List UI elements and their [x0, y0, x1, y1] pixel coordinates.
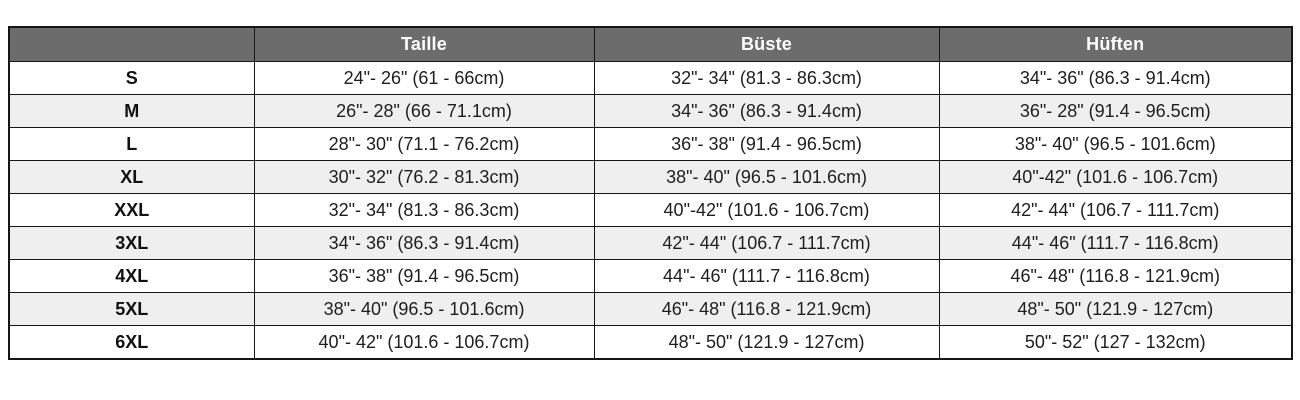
taille-value: 28"- 30" (71.1 - 76.2cm) — [254, 128, 594, 161]
header-bueste: Büste — [594, 27, 939, 62]
table-row — [9, 161, 1292, 194]
table-row — [9, 293, 1292, 326]
hueften-value: 44"- 46" (111.7 - 116.8cm) — [939, 227, 1292, 260]
size-chart-table — [8, 26, 1293, 360]
hueften-value: 48"- 50" (121.9 - 127cm) — [939, 293, 1292, 326]
header-taille: Taille — [254, 27, 594, 62]
size-label: 3XL — [9, 227, 254, 260]
bueste-value: 32"- 34" (81.3 - 86.3cm) — [594, 62, 939, 95]
size-label: M — [9, 95, 254, 128]
bueste-value: 46"- 48" (116.8 - 121.9cm) — [594, 293, 939, 326]
size-label: XL — [9, 161, 254, 194]
table-row — [9, 260, 1292, 293]
taille-value: 26"- 28" (66 - 71.1cm) — [254, 95, 594, 128]
size-label: XXL — [9, 194, 254, 227]
taille-value: 34"- 36" (86.3 - 91.4cm) — [254, 227, 594, 260]
header-row — [9, 27, 1292, 62]
hueften-value: 46"- 48" (116.8 - 121.9cm) — [939, 260, 1292, 293]
taille-value: 38"- 40" (96.5 - 101.6cm) — [254, 293, 594, 326]
bueste-value: 42"- 44" (106.7 - 111.7cm) — [594, 227, 939, 260]
bueste-value: 44"- 46" (111.7 - 116.8cm) — [594, 260, 939, 293]
header-hueften: Hüften — [939, 27, 1292, 62]
taille-value: 36"- 38" (91.4 - 96.5cm) — [254, 260, 594, 293]
hueften-value: 42"- 44" (106.7 - 111.7cm) — [939, 194, 1292, 227]
bueste-value: 40"-42" (101.6 - 106.7cm) — [594, 194, 939, 227]
size-label: 4XL — [9, 260, 254, 293]
table-row — [9, 326, 1292, 360]
hueften-value: 34"- 36" (86.3 - 91.4cm) — [939, 62, 1292, 95]
table-row — [9, 128, 1292, 161]
header-size — [9, 27, 254, 62]
hueften-value: 50"- 52" (127 - 132cm) — [939, 326, 1292, 360]
bueste-value: 38"- 40" (96.5 - 101.6cm) — [594, 161, 939, 194]
table-row — [9, 62, 1292, 95]
taille-value: 30"- 32" (76.2 - 81.3cm) — [254, 161, 594, 194]
size-label: L — [9, 128, 254, 161]
taille-value: 40"- 42" (101.6 - 106.7cm) — [254, 326, 594, 360]
hueften-value: 38"- 40" (96.5 - 101.6cm) — [939, 128, 1292, 161]
size-label: 5XL — [9, 293, 254, 326]
bueste-value: 34"- 36" (86.3 - 91.4cm) — [594, 95, 939, 128]
hueften-value: 36"- 28" (91.4 - 96.5cm) — [939, 95, 1292, 128]
size-label: S — [9, 62, 254, 95]
table-row — [9, 227, 1292, 260]
bueste-value: 48"- 50" (121.9 - 127cm) — [594, 326, 939, 360]
size-label: 6XL — [9, 326, 254, 360]
taille-value: 32"- 34" (81.3 - 86.3cm) — [254, 194, 594, 227]
table-row — [9, 95, 1292, 128]
taille-value: 24"- 26" (61 - 66cm) — [254, 62, 594, 95]
table-row — [9, 194, 1292, 227]
hueften-value: 40"-42" (101.6 - 106.7cm) — [939, 161, 1292, 194]
bueste-value: 36"- 38" (91.4 - 96.5cm) — [594, 128, 939, 161]
